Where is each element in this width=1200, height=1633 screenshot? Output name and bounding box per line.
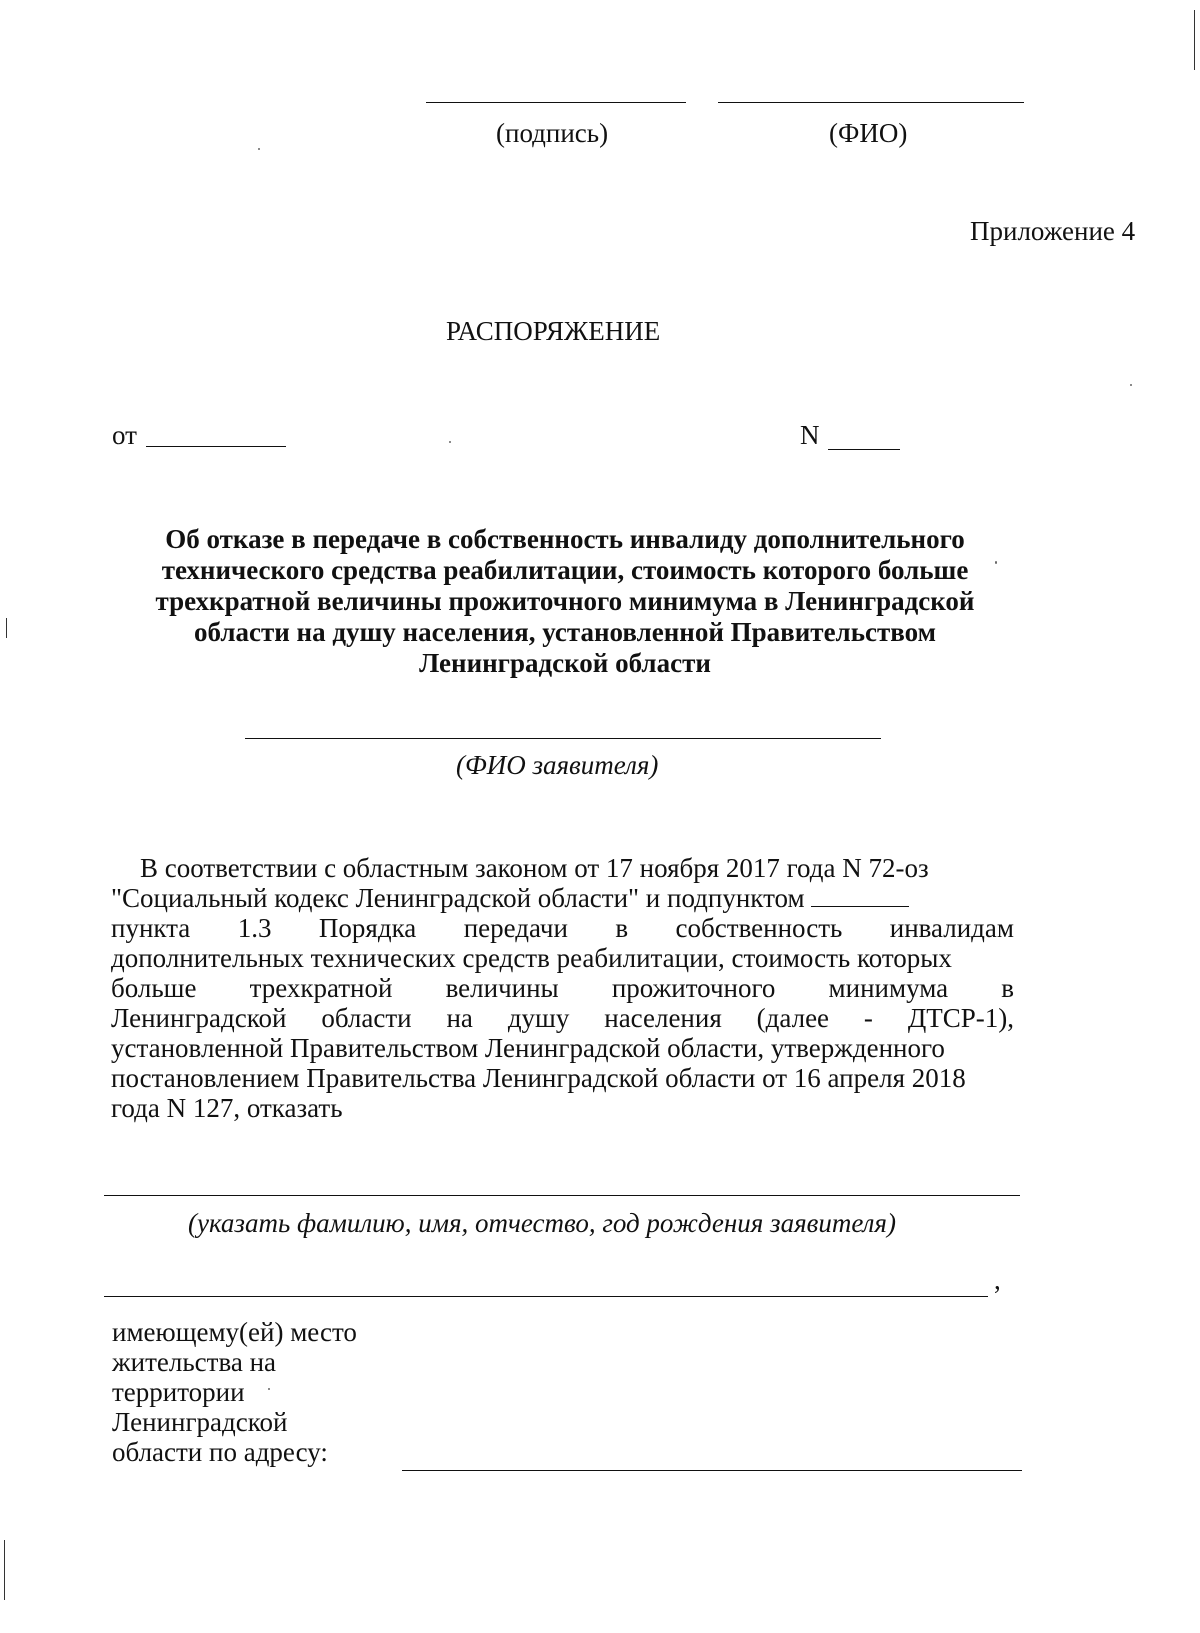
scan-speck <box>268 1388 270 1390</box>
body-line: установленной Правительством Ленинградской области, утвержденного <box>111 1033 945 1063</box>
residence-label <box>112 1317 357 1467</box>
title-line: Об отказе в передаче в собственность инвалиду дополнительного <box>165 524 965 554</box>
residence-line: имеющему(ей) место <box>112 1317 357 1347</box>
title-line: Ленинградской области <box>419 648 711 678</box>
residence-line: жительства на <box>112 1347 277 1377</box>
applicant-details-line-2 <box>104 1296 988 1297</box>
body-line: пункта 1.3 Порядка передачи в собственность инвалидам <box>111 913 1014 943</box>
scan-speck <box>1130 384 1132 386</box>
title-line: трехкратной величины прожиточного минимума в Ленинградской <box>155 586 975 616</box>
signature-line <box>426 102 686 103</box>
number-prefix: N <box>800 420 820 450</box>
title-line: области на душу населения, установленной Правительством <box>194 617 936 647</box>
name-line <box>718 102 1024 103</box>
scan-edge-mark <box>1194 10 1195 70</box>
applicant-name-line <box>245 738 881 739</box>
body-line: Ленинградской области на душу населения (далее - ДТСР-1), <box>111 1003 1014 1033</box>
applicant-details-caption: (указать фамилию, имя, отчество, год рождения заявителя) <box>188 1208 896 1238</box>
body-paragraph <box>111 853 1014 1123</box>
residence-line: области по адресу: <box>112 1437 328 1467</box>
date-prefix: от <box>112 420 137 450</box>
name-label: (ФИО) <box>829 118 908 148</box>
body-line: В соответствии с областным законом от 17 ноября 2017 года N 72-оз <box>140 853 929 883</box>
body-line: года N 127, отказать <box>111 1093 343 1123</box>
scan-speck <box>995 561 997 564</box>
body-line: "Социальный кодекс Ленинградской области" и подпунктом <box>111 883 1014 913</box>
residence-line: территории <box>112 1377 245 1407</box>
scan-speck <box>449 441 451 443</box>
body-line: дополнительных технических средств реабилитации, стоимость которых <box>111 943 952 973</box>
address-field-line <box>402 1470 1022 1471</box>
doc-type-heading: РАСПОРЯЖЕНИЕ <box>446 316 661 346</box>
subparagraph-blank <box>811 886 909 907</box>
scan-edge-mark <box>4 1540 5 1600</box>
signature-label: (подпись) <box>496 118 609 148</box>
appendix-label: Приложение 4 <box>970 216 1136 246</box>
document-title <box>100 524 1030 679</box>
title-line: технического средства реабилитации, стоимость которого больше <box>161 555 969 585</box>
number-field-line <box>828 449 900 450</box>
applicant-details-line <box>104 1195 1020 1196</box>
trailing-comma: , <box>994 1265 1001 1295</box>
body-line: постановлением Правительства Ленинградской области от 16 апреля 2018 <box>111 1063 966 1093</box>
residence-line: Ленинградской <box>112 1407 288 1437</box>
applicant-caption: (ФИО заявителя) <box>456 750 659 780</box>
scan-speck <box>258 148 260 150</box>
scan-edge-mark <box>6 618 7 638</box>
body-line: больше трехкратной величины прожиточного минимума в <box>111 973 1014 1003</box>
date-field-line <box>146 446 286 447</box>
